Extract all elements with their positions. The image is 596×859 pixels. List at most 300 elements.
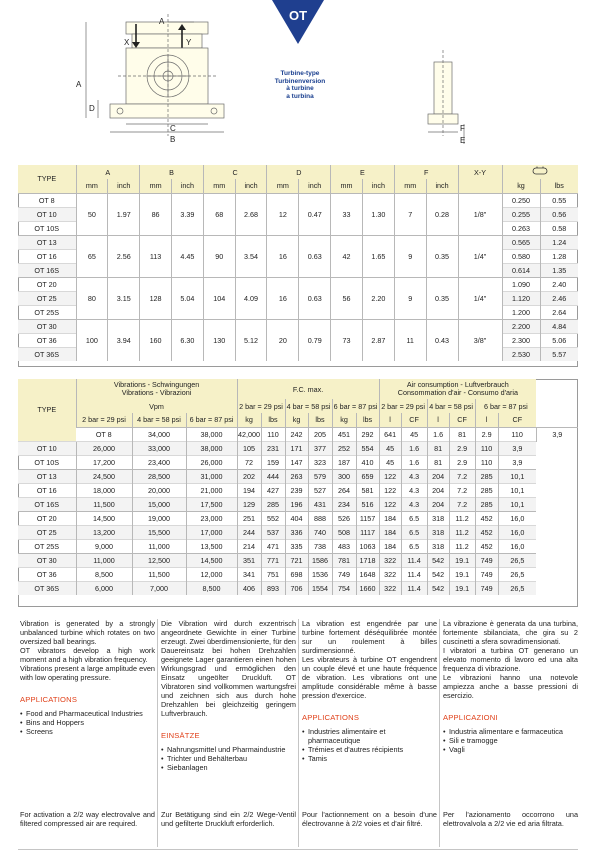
value-cell: 659 <box>356 469 379 483</box>
dimension-cell: 3.94 <box>108 319 140 361</box>
dimension-cell: 0.47 <box>299 193 331 235</box>
col-header-e: E <box>331 165 395 179</box>
col-header-b: B <box>140 165 204 179</box>
weight-cell: 1.28 <box>540 249 578 263</box>
description-text: La vibration est engendrée par une turbine fortement déséquilibrée montée sur un roulement à billes surdimensionné. Les vibrateurs à turbine OT engendrent un couple élevé et une haute fréquence de vibration. Les vibrations ont une amplitude considérable même à basse pression d'exercice. <box>302 619 437 700</box>
value-cell: 9,000 <box>76 539 132 553</box>
value-cell: 19.1 <box>449 581 475 595</box>
value-cell: 11.2 <box>449 539 475 553</box>
value-cell: 129 <box>237 497 261 511</box>
value-cell: 893 <box>261 581 285 595</box>
value-cell: 17,000 <box>186 525 237 539</box>
value-cell: 335 <box>285 539 308 553</box>
pressure-header: 6 bar = 87 psi <box>475 399 536 413</box>
turbine-caption-it: a turbina <box>286 92 314 100</box>
value-cell: 749 <box>475 581 498 595</box>
weight-cell: 2.530 <box>502 347 540 361</box>
type-cell: OT 20 <box>18 277 76 291</box>
value-cell: 527 <box>308 483 332 497</box>
type-header: TYPE <box>18 165 76 193</box>
dim-label-y: Y <box>186 38 192 47</box>
value-cell: 81 <box>427 455 449 469</box>
value-cell: 285 <box>475 483 498 497</box>
value-cell: 242 <box>285 427 308 441</box>
value-cell: 552 <box>261 511 285 525</box>
vibrations-header <box>76 379 237 399</box>
col-header-f: F <box>394 165 458 179</box>
value-cell: 19.1 <box>449 567 475 581</box>
value-cell: 147 <box>285 455 308 469</box>
value-cell: 706 <box>285 581 308 595</box>
unit-cf: CF <box>401 413 427 427</box>
value-cell: 204 <box>427 497 449 511</box>
activation-note: Zur Betätigung sind ein 2/2 Wege-Ventil und gefilterte Druckluft erforderlich. <box>161 810 296 828</box>
type-cell: OT 30 <box>18 553 76 567</box>
applications-list <box>443 727 578 754</box>
unit-label: inch <box>299 179 331 193</box>
dimension-cell: 0.63 <box>299 277 331 319</box>
dimension-cell: 9 <box>394 235 426 277</box>
value-cell: 471 <box>261 539 285 553</box>
ot-badge-label: OT <box>288 8 308 23</box>
value-cell: 81 <box>449 427 475 441</box>
dimension-cell: 20 <box>267 319 299 361</box>
type-cell: OT 13 <box>18 235 76 249</box>
dimension-cell: 0.79 <box>299 319 331 361</box>
value-cell: 483 <box>332 539 356 553</box>
value-cell: 26,5 <box>498 553 536 567</box>
value-cell: 4.3 <box>401 469 427 483</box>
dimension-cell: 1.30 <box>362 193 394 235</box>
weight-cell: 2.40 <box>540 277 578 291</box>
value-cell: 751 <box>261 567 285 581</box>
value-cell: 3,9 <box>536 427 578 441</box>
value-cell: 404 <box>285 511 308 525</box>
value-cell: 4.3 <box>401 497 427 511</box>
unit-label: mm <box>140 179 172 193</box>
value-cell: 12,000 <box>186 567 237 581</box>
value-cell: 15,500 <box>132 525 186 539</box>
application-item: • Industria alimentare e farmaceutica <box>443 727 578 736</box>
dimension-cell: 73 <box>331 319 363 361</box>
value-cell: 452 <box>475 525 498 539</box>
value-cell: 23,400 <box>132 455 186 469</box>
value-cell: 452 <box>475 511 498 525</box>
value-cell: 3,9 <box>498 455 536 469</box>
weight-cell: 4.84 <box>540 319 578 333</box>
type-cell: OT 36 <box>18 567 76 581</box>
dimension-cell: 1/8" <box>458 193 502 235</box>
type-cell: OT 13 <box>18 469 76 483</box>
unit-label: mm <box>331 179 363 193</box>
value-cell: 3,9 <box>498 441 536 455</box>
performance-table <box>18 379 578 595</box>
applications-heading: APPLICAZIONI <box>443 713 498 722</box>
value-cell: 781 <box>332 553 356 567</box>
value-cell: 579 <box>308 469 332 483</box>
value-cell: 537 <box>261 525 285 539</box>
value-cell: 1117 <box>356 525 379 539</box>
pressure-header: 4 bar = 58 psi <box>285 399 332 413</box>
value-cell: 231 <box>261 441 285 455</box>
value-cell: 749 <box>475 567 498 581</box>
value-cell: 641 <box>379 427 401 441</box>
unit-kg: kg <box>332 413 356 427</box>
value-cell: 322 <box>379 567 401 581</box>
value-cell: 122 <box>379 483 401 497</box>
activation-note: Pour l'actionnement on a besoin d'une électrovanne à 2/2 voies et d'air filtré. <box>302 810 437 828</box>
unit-label: inch <box>235 179 267 193</box>
unit-label: mm <box>203 179 235 193</box>
weight-cell: 2.300 <box>502 333 540 347</box>
unit-label: inch <box>171 179 203 193</box>
value-cell: 1718 <box>356 553 379 567</box>
value-cell: 81 <box>427 441 449 455</box>
value-cell: 187 <box>332 455 356 469</box>
value-cell: 205 <box>308 427 332 441</box>
value-cell: 377 <box>308 441 332 455</box>
weight-cell: 5.57 <box>540 347 578 361</box>
unit-xy-blank <box>458 179 502 193</box>
dim-label-a-left: A <box>76 80 82 89</box>
value-cell: 194 <box>237 483 261 497</box>
value-cell: 526 <box>332 511 356 525</box>
dimension-cell: 2.87 <box>362 319 394 361</box>
dimension-cell: 42 <box>331 235 363 277</box>
value-cell: 184 <box>379 539 401 553</box>
value-cell: 431 <box>308 497 332 511</box>
type-cell: OT 16 <box>18 249 76 263</box>
dimension-cell: 3/8" <box>458 319 502 361</box>
dim-label-b: B <box>170 135 176 144</box>
unit-label: mm <box>267 179 299 193</box>
column-divider-2 <box>298 619 299 847</box>
value-cell: 171 <box>285 441 308 455</box>
type-cell: OT 8 <box>18 193 76 207</box>
air-consumption-header <box>379 379 536 399</box>
dim-label-c: C <box>170 124 176 133</box>
value-cell: 1.6 <box>401 441 427 455</box>
turbine-caption-fr: à turbine <box>286 85 314 92</box>
value-cell: 7.2 <box>449 469 475 483</box>
value-cell: 26,5 <box>498 567 536 581</box>
value-cell: 15,000 <box>132 497 186 511</box>
value-cell: 28,500 <box>132 469 186 483</box>
application-item: • Bins and Hoppers <box>20 718 155 727</box>
value-cell: 244 <box>237 525 261 539</box>
weight-cell: 5.06 <box>540 333 578 347</box>
weight-cell: 0.580 <box>502 249 540 263</box>
description-column-1 <box>20 619 155 828</box>
value-cell: 2.9 <box>449 441 475 455</box>
value-cell: 13,200 <box>76 525 132 539</box>
weight-cell: 0.58 <box>540 221 578 235</box>
value-cell: 11.2 <box>449 511 475 525</box>
value-cell: 322 <box>379 581 401 595</box>
value-cell: 452 <box>475 539 498 553</box>
activation-note: Per l'azionamento occorrono una elettrovalvola a 2/2 vie ed aria filtrata. <box>443 810 578 828</box>
value-cell: 8,500 <box>76 567 132 581</box>
dimension-cell: 100 <box>76 319 108 361</box>
fc-max-header: F.C. max. <box>237 379 379 399</box>
description-text: Die Vibration wird durch exzentrisch angeordnete Gewichte in einer Turbine erzeugt. Zwei überdimensionierte, für den Dauereinsatz bei hohen Drehzahlen geeignete Lager garantieren einen hohen Wirkungsgrad und ermöglichen den Einsatz ungeölter Druckluft. OT Vibratoren sind vollkommen wartungsfrei und zeichnen sich aus durch hohe Drehzahlen bei gleichzeitig geringem Luftverbrauch. <box>161 619 296 718</box>
col-header-d: D <box>267 165 331 179</box>
unit-liters: l <box>475 413 498 427</box>
value-cell: 42,000 <box>237 427 261 441</box>
value-cell: 336 <box>285 525 308 539</box>
dim-label-d: D <box>89 104 95 113</box>
dim-label-x: X <box>124 38 130 47</box>
type-cell: OT 20 <box>18 511 76 525</box>
value-cell: 285 <box>261 497 285 511</box>
value-cell: 323 <box>308 455 332 469</box>
value-cell: 110 <box>498 427 536 441</box>
dimensions-table <box>18 165 578 361</box>
value-cell: 252 <box>332 441 356 455</box>
value-cell: 318 <box>427 539 449 553</box>
pressure-header: 4 bar = 58 psi <box>427 399 475 413</box>
turbine-caption-de: Turbinenversion <box>274 77 326 85</box>
value-cell: 184 <box>379 525 401 539</box>
value-cell: 285 <box>475 469 498 483</box>
value-cell: 7.2 <box>449 497 475 511</box>
unit-label: lbs <box>540 179 578 193</box>
dimension-cell: 2.56 <box>108 235 140 277</box>
value-cell: 204 <box>427 469 449 483</box>
value-cell: 451 <box>332 427 356 441</box>
value-cell: 11,000 <box>76 553 132 567</box>
value-cell: 2.9 <box>475 427 498 441</box>
value-cell: 11,500 <box>132 567 186 581</box>
value-cell: 19.1 <box>449 553 475 567</box>
value-cell: 888 <box>308 511 332 525</box>
weight-cell: 0.250 <box>502 193 540 207</box>
value-cell: 740 <box>308 525 332 539</box>
dimension-cell: 16 <box>267 277 299 319</box>
value-cell: 1157 <box>356 511 379 525</box>
vpm-pressure-header: 2 bar = 29 psi <box>76 413 132 427</box>
value-cell: 6.5 <box>401 511 427 525</box>
applications-heading: APPLICATIONS <box>20 695 78 704</box>
dimension-cell: 128 <box>140 277 172 319</box>
applications-list <box>302 727 437 763</box>
value-cell: 749 <box>475 553 498 567</box>
value-cell: 581 <box>356 483 379 497</box>
value-cell: 8,500 <box>186 581 237 595</box>
value-cell: 292 <box>356 427 379 441</box>
unit-cf: CF <box>449 413 475 427</box>
dimension-cell: 3.15 <box>108 277 140 319</box>
value-cell: 11,500 <box>76 497 132 511</box>
description-text: La vibrazione è generata da una turbina, fortemente sbilanciata, che gira su 2 cuscinetti a sfera sovradimensionati. I vibratori a turbina OT generano un elevato momento di lavoro ed una alta frequenza di vibrazione. Le vibrazioni hanno una notevole ampiezza anche a basse pressioni di esercizio. <box>443 619 578 700</box>
dimension-cell: 65 <box>76 235 108 277</box>
value-cell: 31,000 <box>186 469 237 483</box>
value-cell: 11,000 <box>132 539 186 553</box>
value-cell: 11.4 <box>401 553 427 567</box>
unit-lbs: lbs <box>261 413 285 427</box>
value-cell: 698 <box>285 567 308 581</box>
dim-label-a-top: A <box>159 17 165 26</box>
value-cell: 45 <box>401 427 427 441</box>
value-cell: 38,000 <box>186 427 237 441</box>
value-cell: 204 <box>427 483 449 497</box>
value-cell: 749 <box>332 567 356 581</box>
application-item: • Screens <box>20 727 155 736</box>
turbine-type-caption <box>270 70 330 100</box>
dimension-cell: 4.09 <box>235 277 267 319</box>
value-cell: 6.5 <box>401 539 427 553</box>
type-cell: OT 30 <box>18 319 76 333</box>
dimension-cell: 0.28 <box>426 193 458 235</box>
value-cell: 122 <box>379 497 401 511</box>
applications-list <box>20 709 155 736</box>
value-cell: 721 <box>285 553 308 567</box>
value-cell: 234 <box>332 497 356 511</box>
value-cell: 159 <box>261 455 285 469</box>
value-cell: 2.9 <box>449 455 475 469</box>
value-cell: 26,5 <box>498 581 536 595</box>
value-cell: 21,000 <box>186 483 237 497</box>
type-cell: OT 16S <box>18 263 76 277</box>
value-cell: 322 <box>379 553 401 567</box>
value-cell: 33,000 <box>132 441 186 455</box>
value-cell: 14,500 <box>76 511 132 525</box>
dimension-cell: 9 <box>394 277 426 319</box>
col-header-a: A <box>76 165 140 179</box>
col-header-x-y: X-Y <box>458 165 502 179</box>
dimension-cell: 7 <box>394 193 426 235</box>
dimension-cell: 56 <box>331 277 363 319</box>
dimension-cell: 16 <box>267 235 299 277</box>
vibrations-title: Vibrations - Schwingungen <box>113 380 200 389</box>
unit-lbs: lbs <box>356 413 379 427</box>
application-item: • Vagli <box>443 745 578 754</box>
value-cell: 508 <box>332 525 356 539</box>
value-cell: 351 <box>237 553 261 567</box>
vibrations-title-2: Vibrations - Vibrazioni <box>121 388 192 397</box>
dimension-cell: 4.45 <box>171 235 203 277</box>
value-cell: 72 <box>237 455 261 469</box>
value-cell: 7,000 <box>132 581 186 595</box>
unit-label: inch <box>426 179 458 193</box>
application-item: • Trémies et d'autres récipients <box>302 745 437 754</box>
value-cell: 1536 <box>308 567 332 581</box>
value-cell: 516 <box>356 497 379 511</box>
dimension-cell: 5.04 <box>171 277 203 319</box>
value-cell: 406 <box>237 581 261 595</box>
dimension-cell: 2.20 <box>362 277 394 319</box>
dimension-cell: 0.35 <box>426 235 458 277</box>
column-divider-1 <box>157 619 158 847</box>
value-cell: 16,0 <box>498 511 536 525</box>
dimension-cell: 1.65 <box>362 235 394 277</box>
weight-cell: 1.200 <box>502 305 540 319</box>
description-column-3 <box>302 619 437 828</box>
vpm-header: Vpm <box>76 399 237 413</box>
value-cell: 196 <box>285 497 308 511</box>
pressure-header: 2 bar = 29 psi <box>237 399 285 413</box>
value-cell: 26,000 <box>186 455 237 469</box>
application-item: • Sili e tramogge <box>443 736 578 745</box>
vpm-pressure-header: 4 bar = 58 psi <box>132 413 186 427</box>
weight-cell: 2.200 <box>502 319 540 333</box>
type-cell: OT 10 <box>18 207 76 221</box>
type-cell: OT 36S <box>18 581 76 595</box>
description-column-4 <box>443 619 578 828</box>
type-cell: OT 25 <box>18 291 76 305</box>
value-cell: 11.4 <box>401 581 427 595</box>
unit-liters: l <box>427 413 449 427</box>
weight-cell: 0.56 <box>540 207 578 221</box>
weight-cell: 1.090 <box>502 277 540 291</box>
value-cell: 12,500 <box>132 553 186 567</box>
value-cell: 13,500 <box>186 539 237 553</box>
value-cell: 239 <box>285 483 308 497</box>
applications-heading: APPLICATIONS <box>302 713 360 722</box>
value-cell: 264 <box>332 483 356 497</box>
unit-label: inch <box>362 179 394 193</box>
dimension-cell: 1/4" <box>458 235 502 277</box>
value-cell: 10,1 <box>498 483 536 497</box>
value-cell: 10,1 <box>498 469 536 483</box>
dim-label-e: E <box>460 136 466 145</box>
bottom-rule <box>18 849 578 850</box>
value-cell: 16,0 <box>498 539 536 553</box>
value-cell: 184 <box>379 511 401 525</box>
type-header-2: TYPE <box>18 379 76 441</box>
unit-label: mm <box>394 179 426 193</box>
value-cell: 45 <box>379 441 401 455</box>
value-cell: 542 <box>427 553 449 567</box>
pressure-header: 2 bar = 29 psi <box>379 399 427 413</box>
value-cell: 105 <box>237 441 261 455</box>
dimension-cell: 104 <box>203 277 235 319</box>
weight-cell: 0.614 <box>502 263 540 277</box>
value-cell: 341 <box>237 567 261 581</box>
value-cell: 38,000 <box>186 441 237 455</box>
dimension-cell: 50 <box>76 193 108 235</box>
weight-cell: 2.46 <box>540 291 578 305</box>
value-cell: 214 <box>237 539 261 553</box>
unit-label: mm <box>76 179 108 193</box>
value-cell: 19,000 <box>132 511 186 525</box>
value-cell: 20,000 <box>132 483 186 497</box>
dimension-cell: 160 <box>140 319 172 361</box>
type-cell: OT 25S <box>18 539 76 553</box>
value-cell: 542 <box>427 581 449 595</box>
dimension-cell: 0.35 <box>426 277 458 319</box>
value-cell: 542 <box>427 567 449 581</box>
value-cell: 16,0 <box>498 525 536 539</box>
value-cell: 45 <box>379 455 401 469</box>
value-cell: 202 <box>237 469 261 483</box>
value-cell: 18,000 <box>76 483 132 497</box>
value-cell: 318 <box>427 525 449 539</box>
dimension-cell: 2.68 <box>235 193 267 235</box>
value-cell: 1.6 <box>401 455 427 469</box>
value-cell: 6.5 <box>401 525 427 539</box>
value-cell: 1.6 <box>427 427 449 441</box>
col-header-c: C <box>203 165 267 179</box>
dimension-cell: 68 <box>203 193 235 235</box>
value-cell: 23,000 <box>186 511 237 525</box>
column-divider-3 <box>439 619 440 847</box>
value-cell: 34,000 <box>132 427 186 441</box>
dimension-cell: 86 <box>140 193 172 235</box>
type-cell: OT 10S <box>18 455 76 469</box>
value-cell: 17,500 <box>186 497 237 511</box>
value-cell: 1586 <box>308 553 332 567</box>
